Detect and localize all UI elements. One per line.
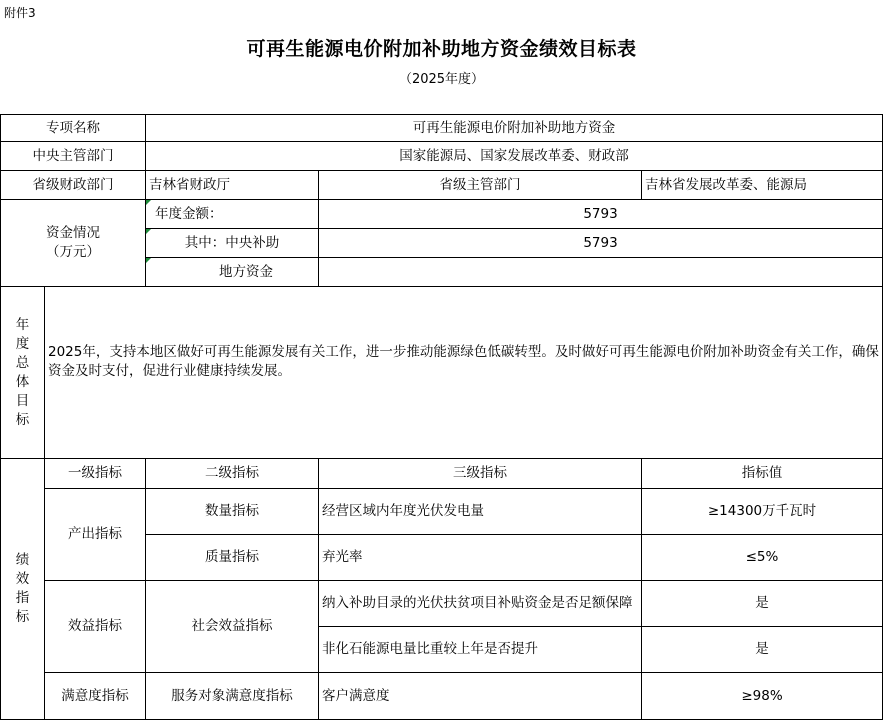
annual-goal-text xyxy=(45,287,883,459)
indicator-label-char: 标 xyxy=(15,609,30,625)
goal-label-char: 标 xyxy=(15,411,30,428)
social-benefit-item-1: 纳入补助目录的光伏扶贫项目补贴资金是否足额保障 xyxy=(319,581,642,627)
funds-label: 资金情况 xyxy=(46,225,100,241)
funds-label-cell xyxy=(0,200,146,287)
header-value: 指标值 xyxy=(642,459,883,489)
central-dept-label: 中央主管部门 xyxy=(0,142,146,171)
social-benefit-value-2: 是 xyxy=(642,627,883,673)
header-level1: 一级指标 xyxy=(45,459,146,489)
output-indicator-label: 产出指标 xyxy=(45,489,146,581)
quantity-indicator-value: ≥14300万千瓦时 xyxy=(642,489,883,535)
benefit-indicator-label: 效益指标 xyxy=(45,581,146,673)
central-subsidy-label: 其中：中央补助 xyxy=(184,234,280,251)
annual-goal-label xyxy=(0,287,45,459)
social-benefit-value-1: 是 xyxy=(642,581,883,627)
local-funds-label: 地方资金 xyxy=(219,263,273,280)
local-funds-value xyxy=(319,258,883,287)
header-level3: 三级指标 xyxy=(319,459,642,489)
indicator-label-char: 绩 xyxy=(15,552,30,568)
performance-target-table xyxy=(0,114,883,720)
central-dept-value: 国家能源局、国家发展改革委、财政部 xyxy=(146,142,883,171)
project-name-label: 专项名称 xyxy=(0,114,146,142)
goal-label-char: 年 xyxy=(15,316,30,333)
annual-amount-value: 5793 xyxy=(319,200,883,229)
social-benefit-item-2: 非化石能源电量比重较上年是否提升 xyxy=(319,627,642,673)
quantity-indicator-item: 经营区域内年度光伏发电量 xyxy=(319,489,642,535)
goal-label-char: 度 xyxy=(15,335,30,352)
goal-label-char: 目 xyxy=(15,392,30,409)
header-level2: 二级指标 xyxy=(146,459,319,489)
annual-amount-label-cell xyxy=(146,200,319,229)
prov-dept-label: 省级主管部门 xyxy=(319,171,642,200)
indicator-label-char: 效 xyxy=(15,571,30,587)
cell-comment-marker xyxy=(146,258,151,263)
attachment-label: 附件3 xyxy=(4,6,36,20)
funds-unit: （万元） xyxy=(46,244,100,260)
central-subsidy-value: 5793 xyxy=(319,229,883,258)
cell-comment-marker xyxy=(146,229,151,234)
quantity-indicator-label: 数量指标 xyxy=(146,489,319,535)
prov-finance-label: 省级财政部门 xyxy=(0,171,146,200)
annual-amount-label: 年度金额： xyxy=(155,205,223,222)
indicator-label-char: 指 xyxy=(15,590,30,606)
service-satisfaction-value: ≥98% xyxy=(642,673,883,720)
quality-indicator-item: 弃光率 xyxy=(319,535,642,581)
goal-label-char: 总 xyxy=(15,354,30,371)
quality-indicator-value: ≤5% xyxy=(642,535,883,581)
goal-label-char: 体 xyxy=(15,373,30,390)
performance-indicators-label xyxy=(0,459,45,720)
prov-finance-value: 吉林省财政厅 xyxy=(146,171,319,200)
quality-indicator-label: 质量指标 xyxy=(146,535,319,581)
central-subsidy-label-cell xyxy=(146,229,319,258)
local-funds-label-cell xyxy=(146,258,319,287)
service-satisfaction-label: 服务对象满意度指标 xyxy=(146,673,319,720)
service-satisfaction-item: 客户满意度 xyxy=(319,673,642,720)
document-subtitle: （2025年度） xyxy=(398,72,485,87)
cell-comment-marker xyxy=(146,200,151,205)
social-benefit-label: 社会效益指标 xyxy=(146,581,319,673)
annual-goal-paragraph: 2025年，支持本地区做好可再生能源发展有关工作，进一步推动能源绿色低碳转型。及时做好可再生能源电价附加补助资金有关工作，确保资金及时支付，促进行业健康持续发展。 xyxy=(48,343,879,379)
project-name-value: 可再生能源电价附加补助地方资金 xyxy=(146,114,883,142)
satisfaction-indicator-label: 满意度指标 xyxy=(45,673,146,720)
prov-dept-value: 吉林省发展改革委、能源局 xyxy=(642,171,883,200)
document-title: 可再生能源电价附加补助地方资金绩效目标表 xyxy=(246,38,637,60)
